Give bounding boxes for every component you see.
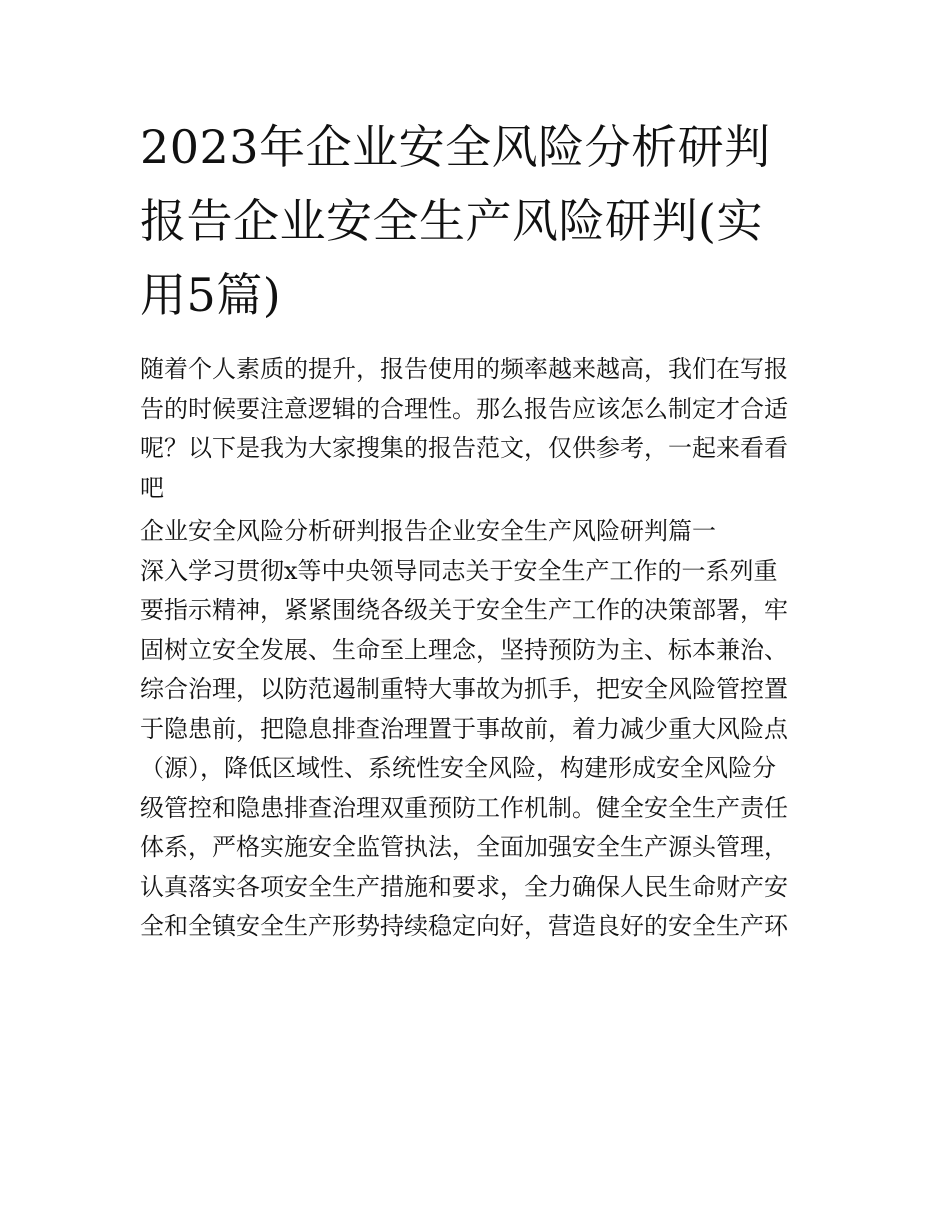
title-line-3: 用5篇) (140, 268, 282, 322)
body-line: 要指示精神，紧紧围绕各级关于安全生产工作的决策部署，牢 (140, 596, 788, 624)
intro-line: 呢？以下是我为大家搜集的报告范文，仅供参考，一起来看看 (140, 434, 788, 462)
body-line: 深入学习贯彻x等中央领导同志关于安全生产工作的一系列重 (140, 556, 778, 585)
body-line: 于隐患前，把隐息排查治理置于事故前，着力减少重大风险点 (140, 714, 788, 743)
body-line: 全和全镇安全生产形势持续稳定向好，营造良好的安全生产环 (140, 912, 788, 940)
section-heading: 企业安全风险分析研判报告企业安全生产风险研判篇一 (140, 517, 716, 545)
intro-line: 随着个人素质的提升，报告使用的频率越来越高，我们在写报 (140, 355, 788, 383)
document-title (140, 110, 812, 332)
body-line: （源），降低区域性、系统性安全风险，构建形成安全风险分 (140, 754, 776, 782)
body-line: 级管控和隐患排查治理双重预防工作机制。健全安全生产责任 (140, 793, 788, 822)
intro-line: 告的时候要注意逻辑的合理性。那么报告应该怎么制定才合适 (140, 394, 788, 423)
body-line: 体系，严格实施安全监管执法，全面加强安全生产源头管理， (140, 833, 788, 861)
intro-line: 吧 (140, 473, 164, 502)
document-page (140, 110, 812, 947)
body-line: 固树立安全发展、生命至上理念，坚持预防为主、标本兼治、 (140, 635, 788, 664)
title-line-2: 报告企业安全生产风险研判(实 (140, 194, 763, 248)
body-line: 认真落实各项安全生产措施和要求，全力确保人民生命财产安 (140, 872, 788, 901)
intro-paragraph (140, 350, 812, 508)
body-paragraph (140, 552, 812, 947)
title-line-1: 2023年企业安全风险分析研判 (140, 120, 771, 174)
body-line: 综合治理，以防范遏制重特大事故为抓手，把安全风险管控置 (140, 675, 788, 703)
